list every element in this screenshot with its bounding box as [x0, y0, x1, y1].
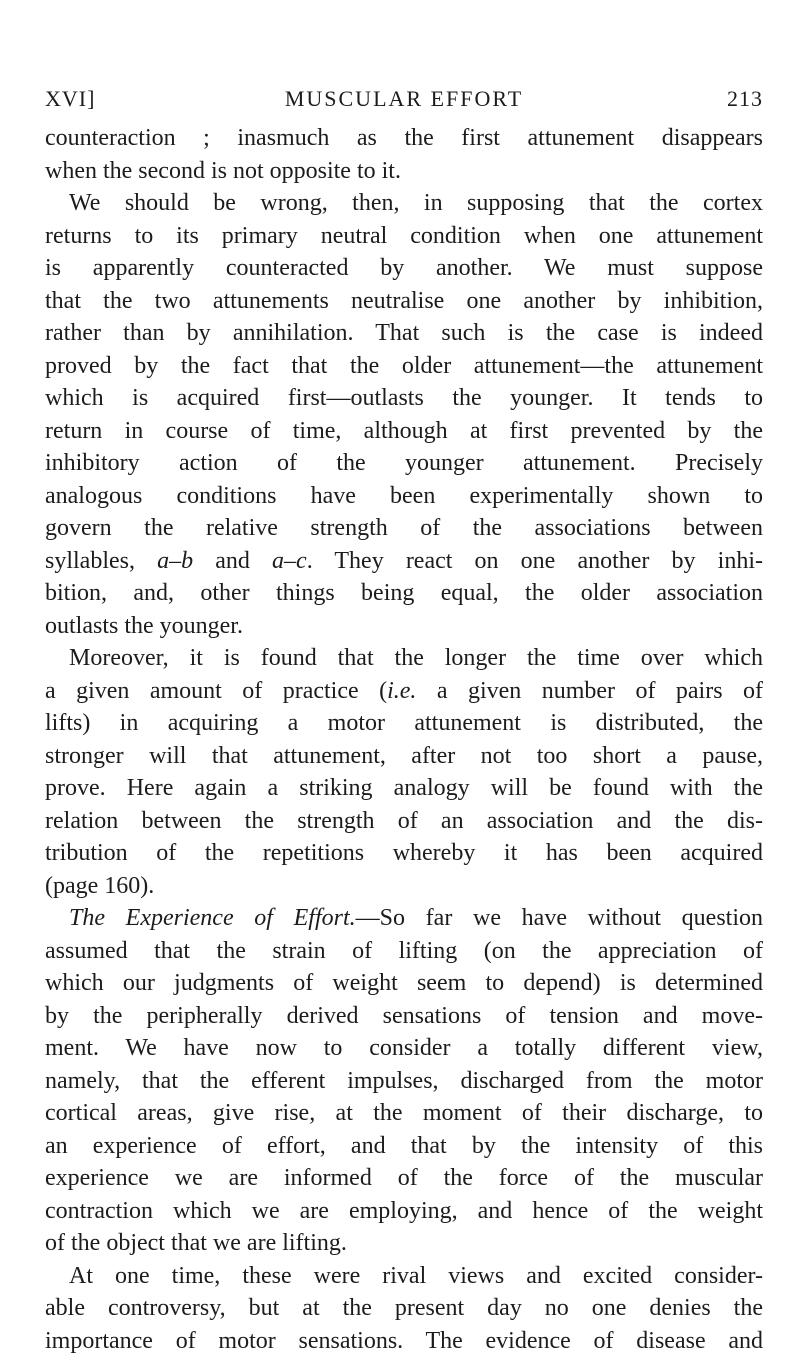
text-line: contraction which we are employing, and hence of the weight: [45, 1197, 763, 1224]
text-line: [45, 902, 763, 935]
text-line: prove. Here again a striking analogy will be found with the: [45, 775, 763, 801]
italic-run: i.e.: [387, 677, 417, 704]
text-line: that the two attunements neutralise one another by inhibition,: [45, 287, 763, 314]
text-line: of the object that we are lifting.: [45, 1230, 347, 1256]
text-line: tribution of the repetitions whereby it has been acquired: [45, 840, 763, 866]
text-line: We should be wrong, then, in supposing that the cortex: [69, 190, 763, 216]
text-line: return in course of time, although at first prevented by the: [45, 417, 763, 444]
text-run: syllables,: [45, 547, 158, 574]
text-line: namely, that the efferent impulses, discharged from the motor: [45, 1067, 763, 1094]
text-line: [45, 545, 763, 578]
text-line: relation between the strength of an association and the dis-: [45, 807, 763, 834]
text-line: when the second is not opposite to it.: [45, 157, 401, 184]
text-line: Moreover, it is found that the longer the time over which: [69, 645, 763, 671]
text-line: inhibitory action of the younger attunement. Precisely: [45, 450, 763, 476]
text-line: proved by the fact that the older attunement—the attunement: [45, 352, 763, 379]
running-title: MUSCULAR EFFORT: [284, 86, 524, 111]
text-line: govern the relative strength of the associations between: [45, 515, 763, 541]
text-line: by the peripherally derived sensations of tension and move-: [45, 1002, 763, 1029]
text-line: stronger will that attunement, after not too short a pause,: [45, 742, 763, 769]
text-line: which our judgments of weight seem to depend) is determined: [45, 970, 763, 996]
text-line: which is acquired first—outlasts the younger. It tends to: [45, 385, 763, 411]
text-line: lifts) in acquiring a motor attunement is distributed, the: [45, 710, 763, 736]
text-line: analogous conditions have been experimentally shown to: [45, 482, 763, 509]
text-run: a given amount of practice (: [45, 677, 388, 704]
text-run: —So far we have without question: [355, 905, 764, 931]
text-line: counteraction ; inasmuch as the first attunement disappears: [45, 125, 763, 151]
text-line: able controversy, but at the present day no one denies the: [45, 1295, 763, 1321]
text-line: assumed that the strain of lifting (on the appreciation of: [45, 937, 763, 964]
text-line: returns to its primary neutral condition when one attunement: [45, 222, 763, 249]
text-run: and: [193, 547, 273, 574]
text-line: [45, 675, 763, 708]
body-text: [45, 122, 763, 1357]
text-line: ment. We have now to consider a totally different view,: [45, 1035, 763, 1061]
text-line: outlasts the younger.: [45, 612, 243, 639]
text-run: a given number of pairs of: [416, 677, 763, 704]
text-line: importance of motor sensations. The evidence of disease and: [45, 1327, 763, 1354]
text-line: (page 160).: [45, 872, 155, 899]
section-heading: The Experience of Effort.: [69, 905, 356, 931]
text-line: rather than by annihilation. That such is the case is indeed: [45, 320, 763, 346]
text-line: At one time, these were rival views and excited consider-: [69, 1262, 763, 1289]
chapter-number: XVI]: [45, 86, 96, 111]
text-line: bition, and, other things being equal, the older association: [45, 580, 763, 606]
italic-run: a–c: [272, 547, 307, 574]
italic-run: a–b: [157, 547, 194, 574]
running-head: [45, 86, 763, 120]
text-line: an experience of effort, and that by the intensity of this: [45, 1132, 763, 1159]
text-run: . They react on one another by inhi-: [306, 547, 763, 574]
text-line: experience we are informed of the force of the muscular: [45, 1165, 763, 1191]
page-number: 213: [727, 86, 763, 111]
text-line: is apparently counteracted by another. We must suppose: [45, 255, 763, 281]
text-line: cortical areas, give rise, at the moment of their discharge, to: [45, 1100, 763, 1126]
